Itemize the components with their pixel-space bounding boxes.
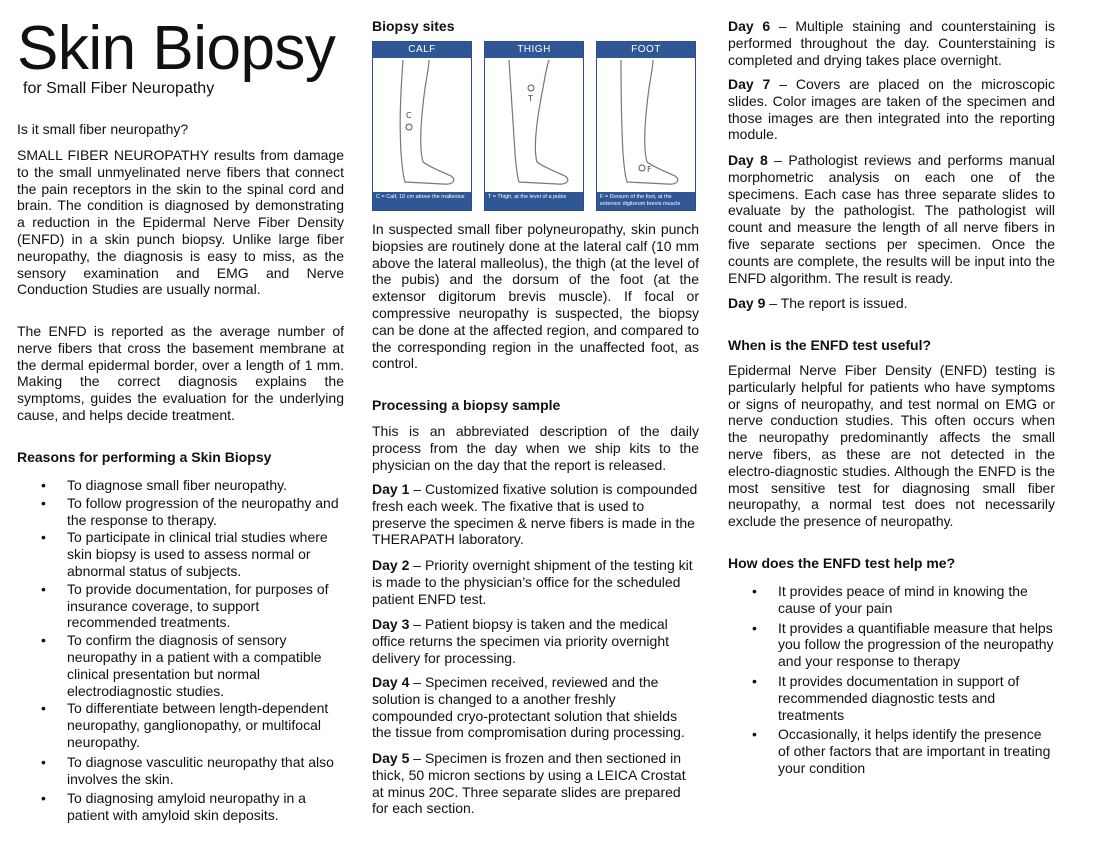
intro-paragraph-1: SMALL FIBER NEUROPATHY results from damage to the small unmyelinated nerve fibers that connect the pain receptors in the skin to the spinal cord and brain. The condition is diagnosed by demonstrating a reduction in the Epidermal Nerve Fiber Density (ENFD) in a skin punch biopsy. Unlike large fiber neuropathy, the diagnosis is easy to miss, as the sensory examination and EMG and Nerve Conduction Studies are usually normal. [17,147,344,298]
figure-calf [372,41,472,211]
day-entry: Day 2 – Priority overnight shipment of the testing kit is made to the physician’s office for the scheduled patient ENFD test. [372,557,693,607]
day-entry: Day 4 – Specimen received, reviewed and the solution is changed to a another freshly compounded cryo-protectant solution that shields the tissue from compromisation during processing. [372,674,685,741]
day-entry: Day 8 – Pathologist reviews and performs manual morphometric analysis on each one of the specimens. Each case has three separate slides to evaluate by the pathologist. The pathologist will count and measure the length of all nerve fibers in five separate sections per specimen. Once the counts are complete, the results will be input into the ENFD algorithm. The result is ready. [728,152,1055,286]
intro-question: Is it small fiber neuropathy? [17,121,189,137]
figure-thigh [484,41,584,211]
figure-caption: F = Dorsum of the foot, at the extensor digitorum brevis muscle [597,192,695,210]
list-item: • To participate in clinical trial studies where skin biopsy is used to assess normal or abnormal status of subjects. [41,529,328,579]
biopsy-sites-text: In suspected small fiber polyneuropathy, skin punch biopsies are routinely done at the lateral calf (10 mm above the lateral malleolus), the thigh (at the level of the pubis) and the dorsum of the foot (at the extensor digitorum brevis muscle). If focal or compressive neuropathy is suspected, the biopsy can be done at the affected region, and compared to the corresponding region in the unaffected foot, as control. [372,221,699,372]
site-marker-circle [528,85,534,91]
list-item: • To provide documentation, for purposes of insurance coverage, to support recommended treatments. [41,580,329,631]
figure-caption: T = Thigh, at the level of a pubis [485,192,583,210]
leg-illustration-foot [597,58,695,192]
biopsy-site-figures [372,41,699,213]
list-item: • To confirm the diagnosis of sensory neuropathy in a patient with a compatible clinical presentation but normal electrodiagnostic studies. [41,632,322,699]
site-marker-label: T [528,94,533,103]
reasons-heading: Reasons for performing a Skin Biopsy [17,449,272,465]
figure-caption: C = Calf, 10 cm above the malleolus [373,192,471,210]
help-heading: How does the ENFD test help me? [728,555,956,571]
reasons-list [17,477,344,824]
figure-foot [596,41,696,211]
list-item: • To diagnosing amyloid neuropathy in a patient with amyloid skin deposits. [41,790,306,824]
site-marker-label: F [647,165,652,174]
site-marker-circle [406,124,412,130]
day-entry: Day 1 – Customized fixative solution is compounded fresh each week. The fixative that is used to preserve the specimen & nerve fibers is made in the THERAPATH laboratory. [372,481,698,548]
site-marker-label: C [406,111,412,120]
list-item: • To differentiate between length-dependent neuropathy, ganglionopathy, or multifocal neuropathy. [41,700,329,750]
list-item: • To diagnose small fiber neuropathy. [41,477,287,493]
site-marker-circle [639,165,645,171]
page-subtitle: for Small Fiber Neuropathy [23,80,215,97]
day-entry: Day 7 – Covers are placed on the microscopic slides. Color images are taken of the specimen and those images are then integrated into the reporting module. [728,76,1055,143]
figure-label: THIGH [485,42,583,58]
list-item: • It provides documentation in support of recommended diagnostic tests and treatments [752,672,1020,723]
leg-illustration-thigh [485,58,583,192]
list-item: • To follow progression of the neuropathy and the response to therapy. [41,494,339,528]
help-list [728,583,1055,777]
list-item: • To diagnose vasculitic neuropathy that also involves the skin. [41,753,334,787]
day-entry: Day 6 – Multiple staining and counterstaining is performed throughout the day. Counterstaining is completed and drying takes place overnight. [728,18,1055,68]
intro-paragraph-2: The ENFD is reported as the average number of nerve fibers that cross the basement membrane at the dermal epidermal border, over a length of 1 mm. Making the correct diagnosis explains the symptoms, guides the evaluation for the underlying cause, and helps decide treatment. [17,323,344,423]
processing-heading: Processing a biopsy sample [372,397,561,413]
day-entry: Day 3 – Patient biopsy is taken and the medical office returns the specimen via priority overnight delivery for processing. [372,616,669,666]
figure-label: FOOT [597,42,695,58]
day-entry: Day 5 – Specimen is frozen and then sectioned in thick, 50 micron sections by using a LEICA Crostat at minus 20C. Three separate slides are prepared for each section. [372,750,686,817]
list-item: • It provides a quantifiable measure that helps you follow the progression of the neuropathy and your response to therapy [752,619,1054,670]
processing-intro: This is an abbreviated description of the daily process from the day when we ship kits to the physician on the day that the report is released. [372,423,699,473]
leg-illustration-calf [373,58,471,192]
list-item: • It provides peace of mind in knowing the cause of your pain [752,583,1028,616]
list-item: • Occasionally, it helps identify the presence of other factors that are important in treating your condition [752,726,1051,776]
day-entry: Day 9 – The report is issued. [728,295,908,311]
biopsy-sites-heading: Biopsy sites [372,18,455,34]
page-title: Skin Biopsy [17,14,336,83]
useful-text: Epidermal Nerve Fiber Density (ENFD) testing is particularly helpful for patients who have symptoms or signs of neuropathy, and test normal on EMG or nerve conduction studies. This often occurs when the neuropathy predominantly affects the small nerve fibers, as these are not detected in the electro-diagnostic studies. Although the ENFD is the most sensitive test for diagnosing small fiber neuropathy, a normal test does not necessarily exclude the presence of neuropathy. [728,362,1055,530]
useful-heading: When is the ENFD test useful? [728,337,932,353]
figure-label: CALF [373,42,471,58]
